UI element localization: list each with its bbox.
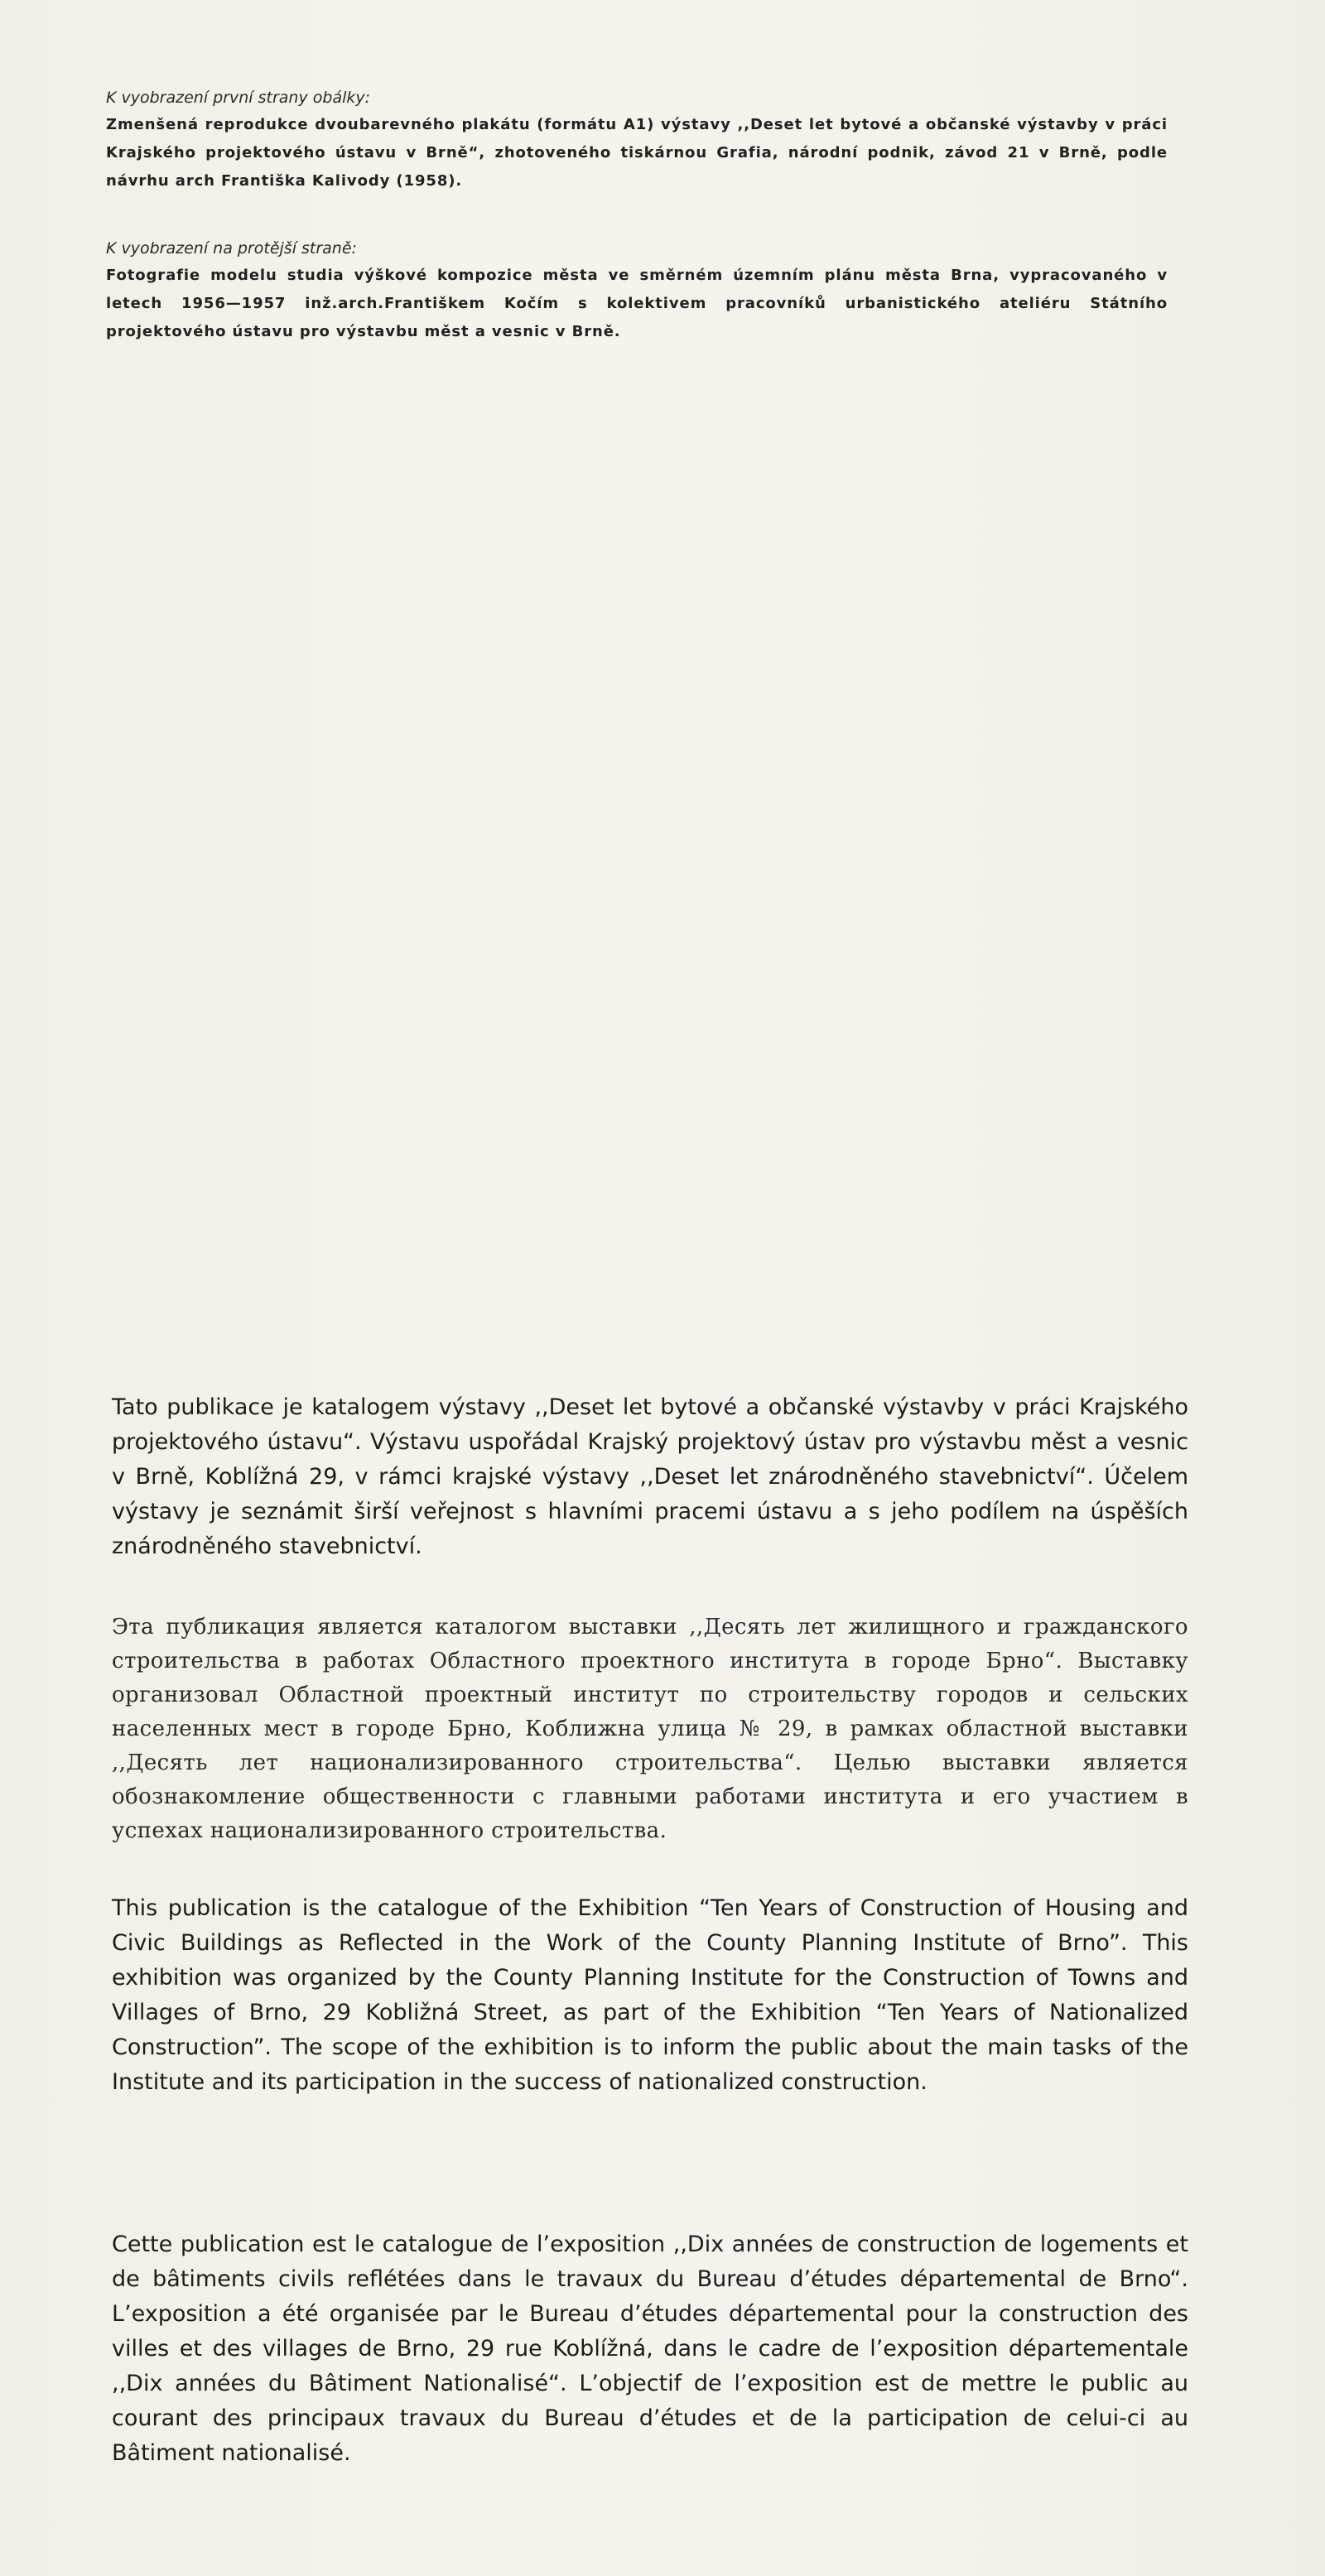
cover-caption-text: Zmenšená reprodukce dvoubarevného plakátu (formátu A1) výstavy ,,Deset let bytové a občanské výstavby v práci Krajského projektového ústavu v Brně“, zhotoveného tiskárnou Grafia, národní podnik, závod 21 v Brně, podle návrhu arch Františka Kalivody (1958). — [106, 116, 1168, 190]
cover-caption — [106, 84, 1168, 195]
intro-russian-text: Эта публикация является каталогом выставки ,,Десять лет жилищного и гражданского строительства в работах Областного проектного института в городе Брно“. Выставку организовал Областной проектный институт по строительству городов и сельских населенных мест в городе Брно, Коближна улица № 29, в рамках областной выставки ,,Десять лет национализированного строительства“. Целью выставки является обознакомление общественности с главными работами института и его участием в успехах национализированного строительства. — [112, 1615, 1188, 1843]
opposite-caption-heading: K vyobrazení na protější straně: — [106, 239, 357, 258]
cover-caption-heading: K vyobrazení první strany obálky: — [106, 89, 371, 107]
intro-czech-text: Tato publikace je katalogem výstavy ,,Deset let bytové a občanské výstavby v práci Krajského projektového ústavu“. Výstavu uspořádal Krajský projektový ústav pro výstavbu měst a vesnic v Brně, Koblížná 29, v rámci krajské výstavy ,,Deset let znárodněného stavebnictví“. Účelem výstavy je seznámit širší veřejnost s hlavními pracemi ústavu a s jeho podílem na úspěších znárodněného stavebnictví. — [112, 1394, 1188, 1559]
intro-english-text: This publication is the catalogue of the Exhibition “Ten Years of Construction of Housing and Civic Buildings as Reflected in the Work of the County Planning Institute of Brno”. This exhibition was organized by the County Planning Institute for the Construction of Towns and Villages of Brno, 29 Kobližná Street, as part of the Exhibition “Ten Years of Nationalized Construction”. The scope of the exhibition is to inform the public about the main tasks of the Institute and its participation in the success of nationalized construction. — [112, 1895, 1188, 2095]
opposite-caption — [106, 235, 1168, 346]
intro-french — [112, 2227, 1188, 2471]
intro-english — [112, 1891, 1188, 2100]
intro-french-text: Cette publication est le catalogue de l’exposition ,,Dix années de construction de logements et de bâtiments civils reflétées dans le travaux du Bureau d’études départemental de Brno“. L’exposition a été organisée par le Bureau d’études départemental pour la construction des villes et des villages de Brno, 29 rue Koblížná, dans le cadre de l’exposition départementale ,,Dix années du Bâtiment Nationalisé“. L’objectif de l’exposition est de mettre le public au courant des principaux travaux du Bureau d’études et de la participation de celui-ci au Bâtiment nationalisé. — [112, 2232, 1188, 2466]
intro-russian — [112, 1611, 1188, 1848]
opposite-caption-text: Fotografie modelu studia výškové kompozice města ve směrném územním plánu města Brna, vypracovaného v letech 1956—1957 inž.arch.Františkem Kočím s kolektivem pracovníků urbanistického ateliéru Státního projektového ústavu pro výstavbu měst a vesnic v Brně. — [106, 267, 1168, 340]
intro-czech — [112, 1390, 1188, 1564]
